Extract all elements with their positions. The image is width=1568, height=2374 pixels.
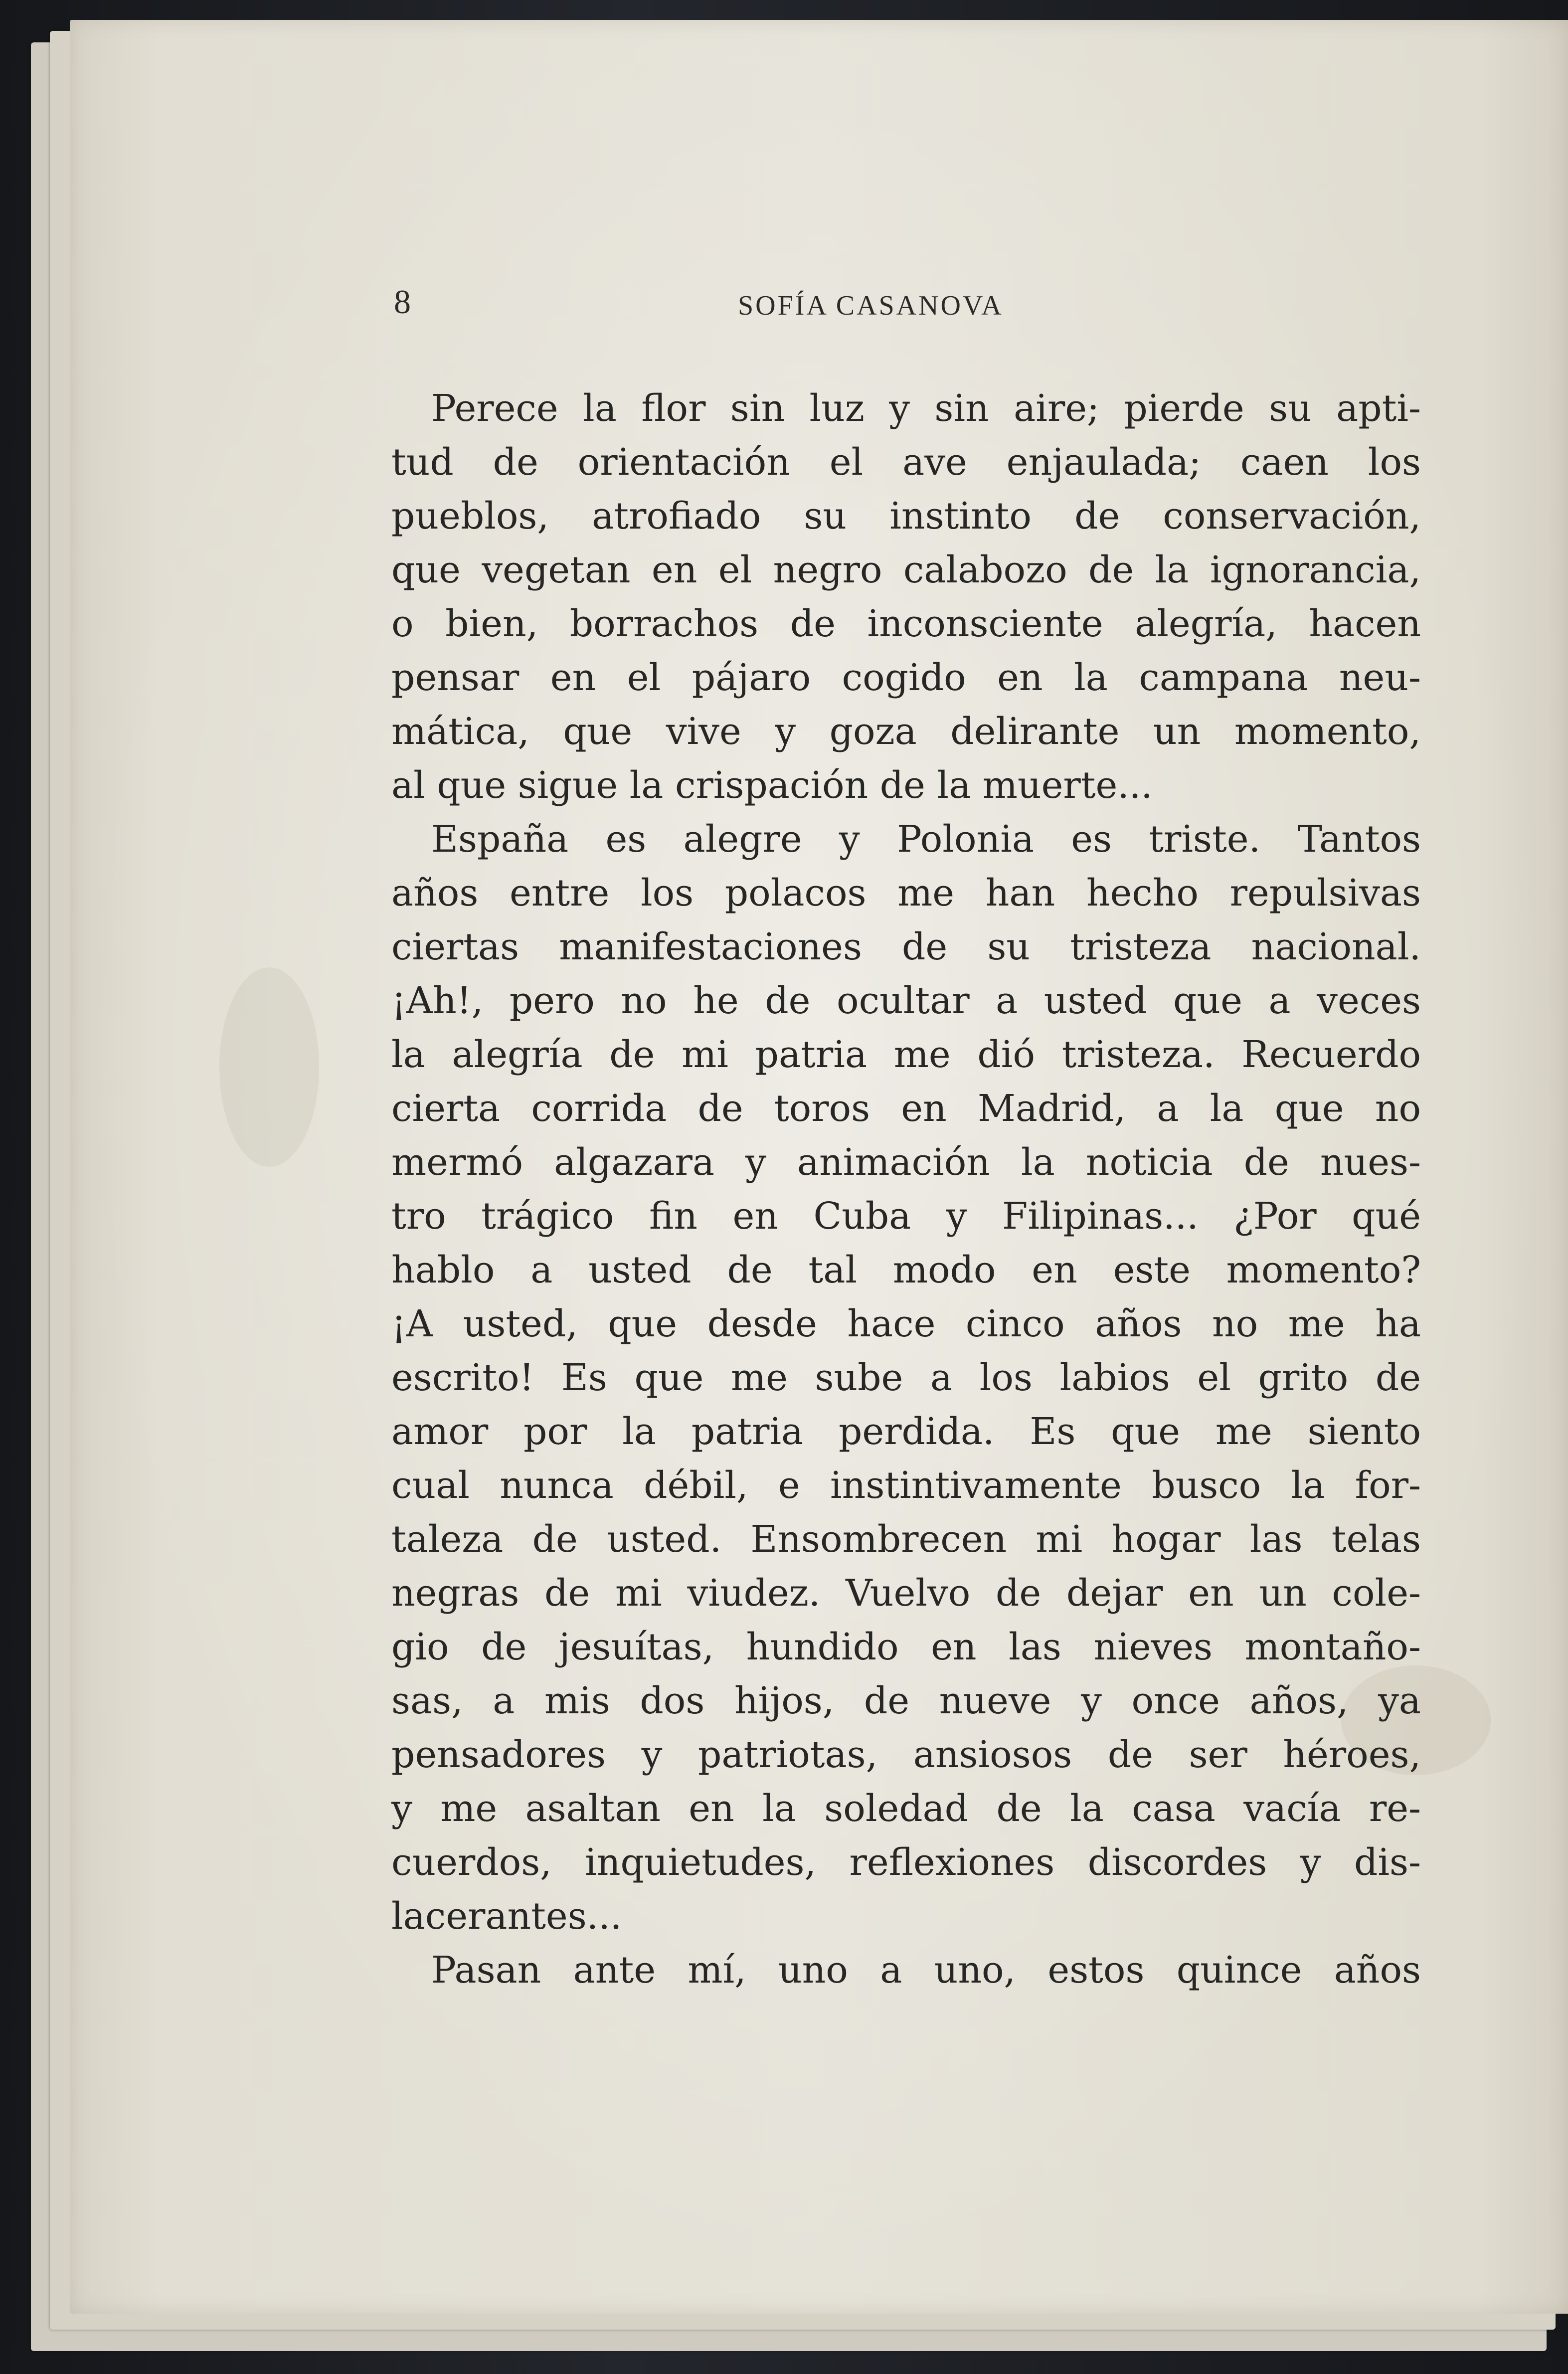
text-line: gio de jesuítas, hundido en las nieves montaño- [391,1626,1421,1668]
text-line: ¡Ah!, pero no he de ocultar a usted que a veces [391,979,1421,1022]
text-line: ¡A usted, que desde hace cinco años no me ha [391,1302,1421,1345]
text-line: negras de mi viudez. Vuelvo de dejar en un cole- [391,1572,1421,1615]
text-line: cuerdos, inquietudes, reflexiones discordes y dis- [391,1841,1421,1884]
text-line: cual nunca débil, e instintivamente busco la for- [391,1464,1421,1507]
text-line: España es alegre y Polonia es triste. Tantos [431,818,1421,861]
text-line: taleza de usted. Ensombrecen mi hogar las telas [391,1518,1421,1561]
text-line: al que sigue la crispación de la muerte... [391,764,1153,807]
text-line: Perece la flor sin luz y sin aire; pierde su apti- [431,387,1421,430]
text-line: lacerantes... [391,1895,622,1938]
text-line: o bien, borrachos de inconsciente alegría, hacen [391,602,1421,645]
text-line: que vegetan en el negro calabozo de la ignorancia, [391,548,1421,591]
text-line: Pasan ante mí, uno a uno, estos quince años [431,1949,1421,1992]
text-line: y me asaltan en la soledad de la casa vacía re- [391,1787,1421,1830]
text-line: tud de orientación el ave enjaulada; caen los [391,441,1421,484]
text-line: mermó algazara y animación la noticia de nues- [391,1141,1421,1184]
text-line: hablo a usted de tal modo en este momento? [391,1249,1421,1291]
text-line: amor por la patria perdida. Es que me siento [391,1410,1421,1453]
text-line: pueblos, atrofiado su instinto de conservación, [391,495,1421,538]
text-line: escrito! Es que me sube a los labios el grito de [391,1356,1421,1399]
text-line: ciertas manifestaciones de su tristeza nacional. [391,925,1421,968]
text-line: mática, que vive y goza delirante un momento, [391,710,1421,753]
text-line: tro trágico fin en Cuba y Filipinas... ¿Por qué [391,1195,1421,1238]
running-head [70,279,1568,324]
body-text [391,381,1421,1997]
text-line: pensadores y patriotas, ansiosos de ser héroes, [391,1733,1421,1776]
text-line: años entre los polacos me han hecho repulsivas [391,872,1421,914]
running-head-title: SOFÍA CASANOVA [738,290,1004,321]
paper-stain [219,967,319,1167]
book-page [70,20,1568,2314]
page-number: 8 [394,283,411,321]
text-line: pensar en el pájaro cogido en la campana neu- [391,656,1421,699]
text-line: sas, a mis dos hijos, de nueve y once años, ya [391,1679,1421,1722]
text-line: cierta corrida de toros en Madrid, a la que no [391,1087,1421,1130]
text-line: la alegría de mi patria me dió tristeza. Recuerdo [391,1033,1421,1076]
